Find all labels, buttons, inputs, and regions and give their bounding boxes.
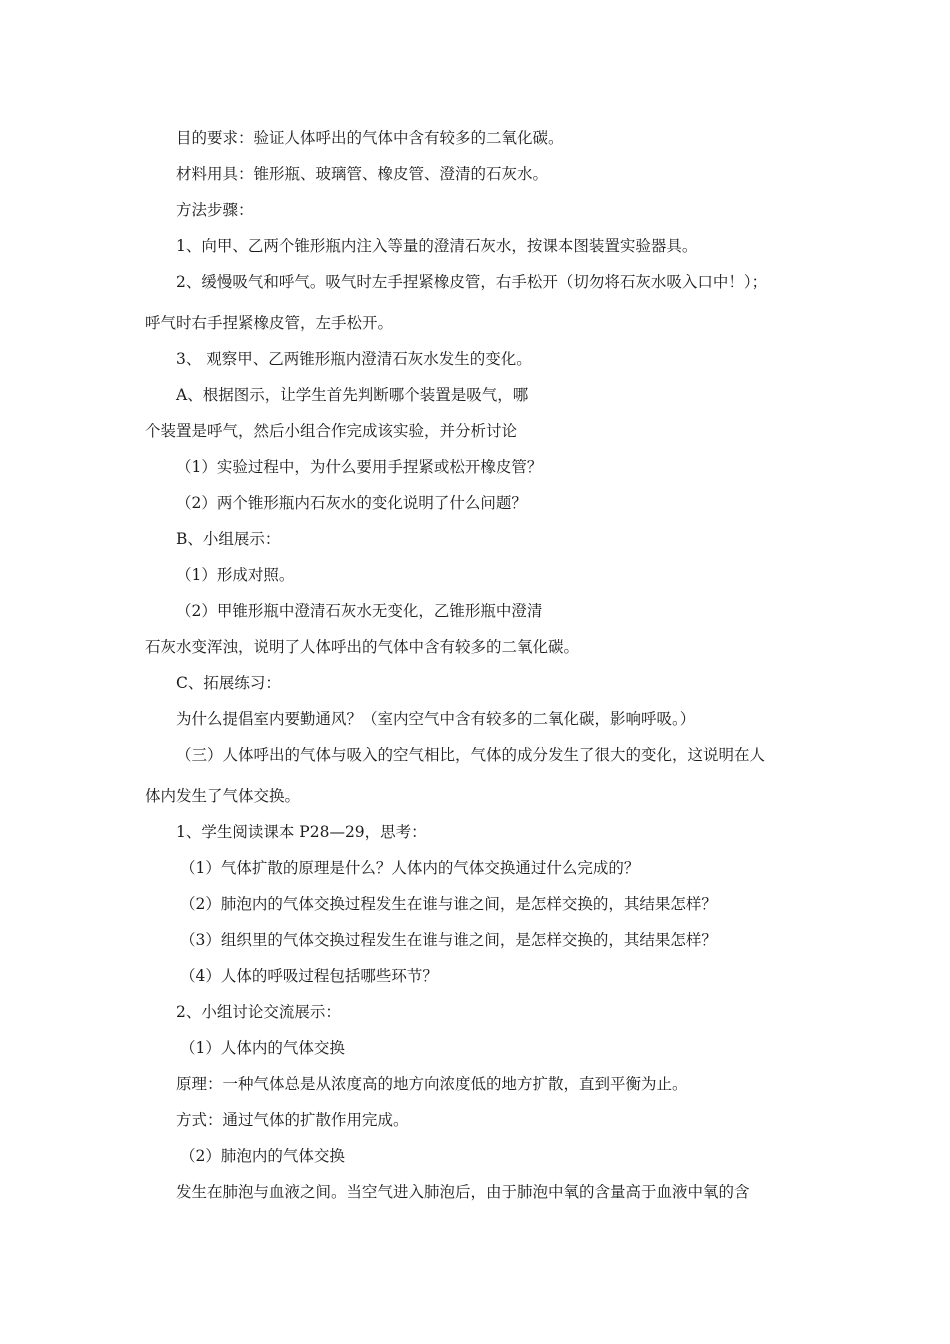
text-line: 体内发生了气体交换。 <box>145 787 301 805</box>
text-line: A、根据图示，让学生首先判断哪个装置是吸气，哪 <box>176 386 529 404</box>
text-line: （1）人体内的气体交换 <box>180 1039 345 1057</box>
text-line: 1、学生阅读课本 P28—29，思考： <box>176 823 427 841</box>
text-line: （三）人体呼出的气体与吸入的空气相比，气体的成分发生了很大的变化，这说明在人 <box>176 746 766 764</box>
text-line: 原理：一种气体总是从浓度高的地方向浓度低的地方扩散，直到平衡为止。 <box>176 1075 688 1093</box>
text-line: （2）肺泡内的气体交换 <box>180 1147 345 1165</box>
text-line: 材料用具：锥形瓶、玻璃管、橡皮管、澄清的石灰水。 <box>176 165 549 183</box>
text-line: （2）肺泡内的气体交换过程发生在谁与谁之间，是怎样交换的，其结果怎样？ <box>180 895 717 913</box>
text-line: 3、 观察甲、乙两锥形瓶内澄清石灰水发生的变化。 <box>176 350 532 368</box>
text-line: （2）甲锥形瓶中澄清石灰水无变化，乙锥形瓶中澄清 <box>176 602 543 620</box>
text-line: （2）两个锥形瓶内石灰水的变化说明了什么问题？ <box>176 494 527 512</box>
text-line: 方式：通过气体的扩散作用完成。 <box>176 1111 409 1129</box>
text-line: 目的要求：验证人体呼出的气体中含有较多的二氧化碳。 <box>176 129 564 147</box>
text-line: （3）组织里的气体交换过程发生在谁与谁之间，是怎样交换的，其结果怎样？ <box>180 931 717 949</box>
text-line: 石灰水变浑浊，说明了人体呼出的气体中含有较多的二氧化碳。 <box>145 638 580 656</box>
text-line: B、小组展示： <box>176 530 281 548</box>
text-line: （1）气体扩散的原理是什么？人体内的气体交换通过什么完成的？ <box>180 859 640 877</box>
text-line: 个装置是呼气，然后小组合作完成该实验，并分析讨论 <box>145 422 518 440</box>
text-line: C、拓展练习： <box>176 674 281 692</box>
text-line: 发生在肺泡与血液之间。当空气进入肺泡后，由于肺泡中氧的含量高于血液中氧的含 <box>176 1183 750 1201</box>
text-line: （1）形成对照。 <box>176 566 295 584</box>
text-line: 为什么提倡室内要勤通风？（室内空气中含有较多的二氧化碳，影响呼吸。） <box>176 710 696 728</box>
text-line: 2、小组讨论交流展示： <box>176 1003 341 1021</box>
text-line: 方法步骤： <box>176 201 254 219</box>
text-line: 呼气时右手捏紧橡皮管，左手松开。 <box>145 314 394 332</box>
text-line: 1、向甲、乙两个锥形瓶内注入等量的澄清石灰水，按课本图装置实验器具。 <box>176 237 698 255</box>
text-line: （4）人体的呼吸过程包括哪些环节？ <box>180 967 438 985</box>
text-line: （1）实验过程中，为什么要用手捏紧或松开橡皮管？ <box>176 458 543 476</box>
text-line: 2、缓慢吸气和呼气。吸气时左手捏紧橡皮管，右手松开（切勿将石灰水吸入口中！）； <box>176 273 768 291</box>
